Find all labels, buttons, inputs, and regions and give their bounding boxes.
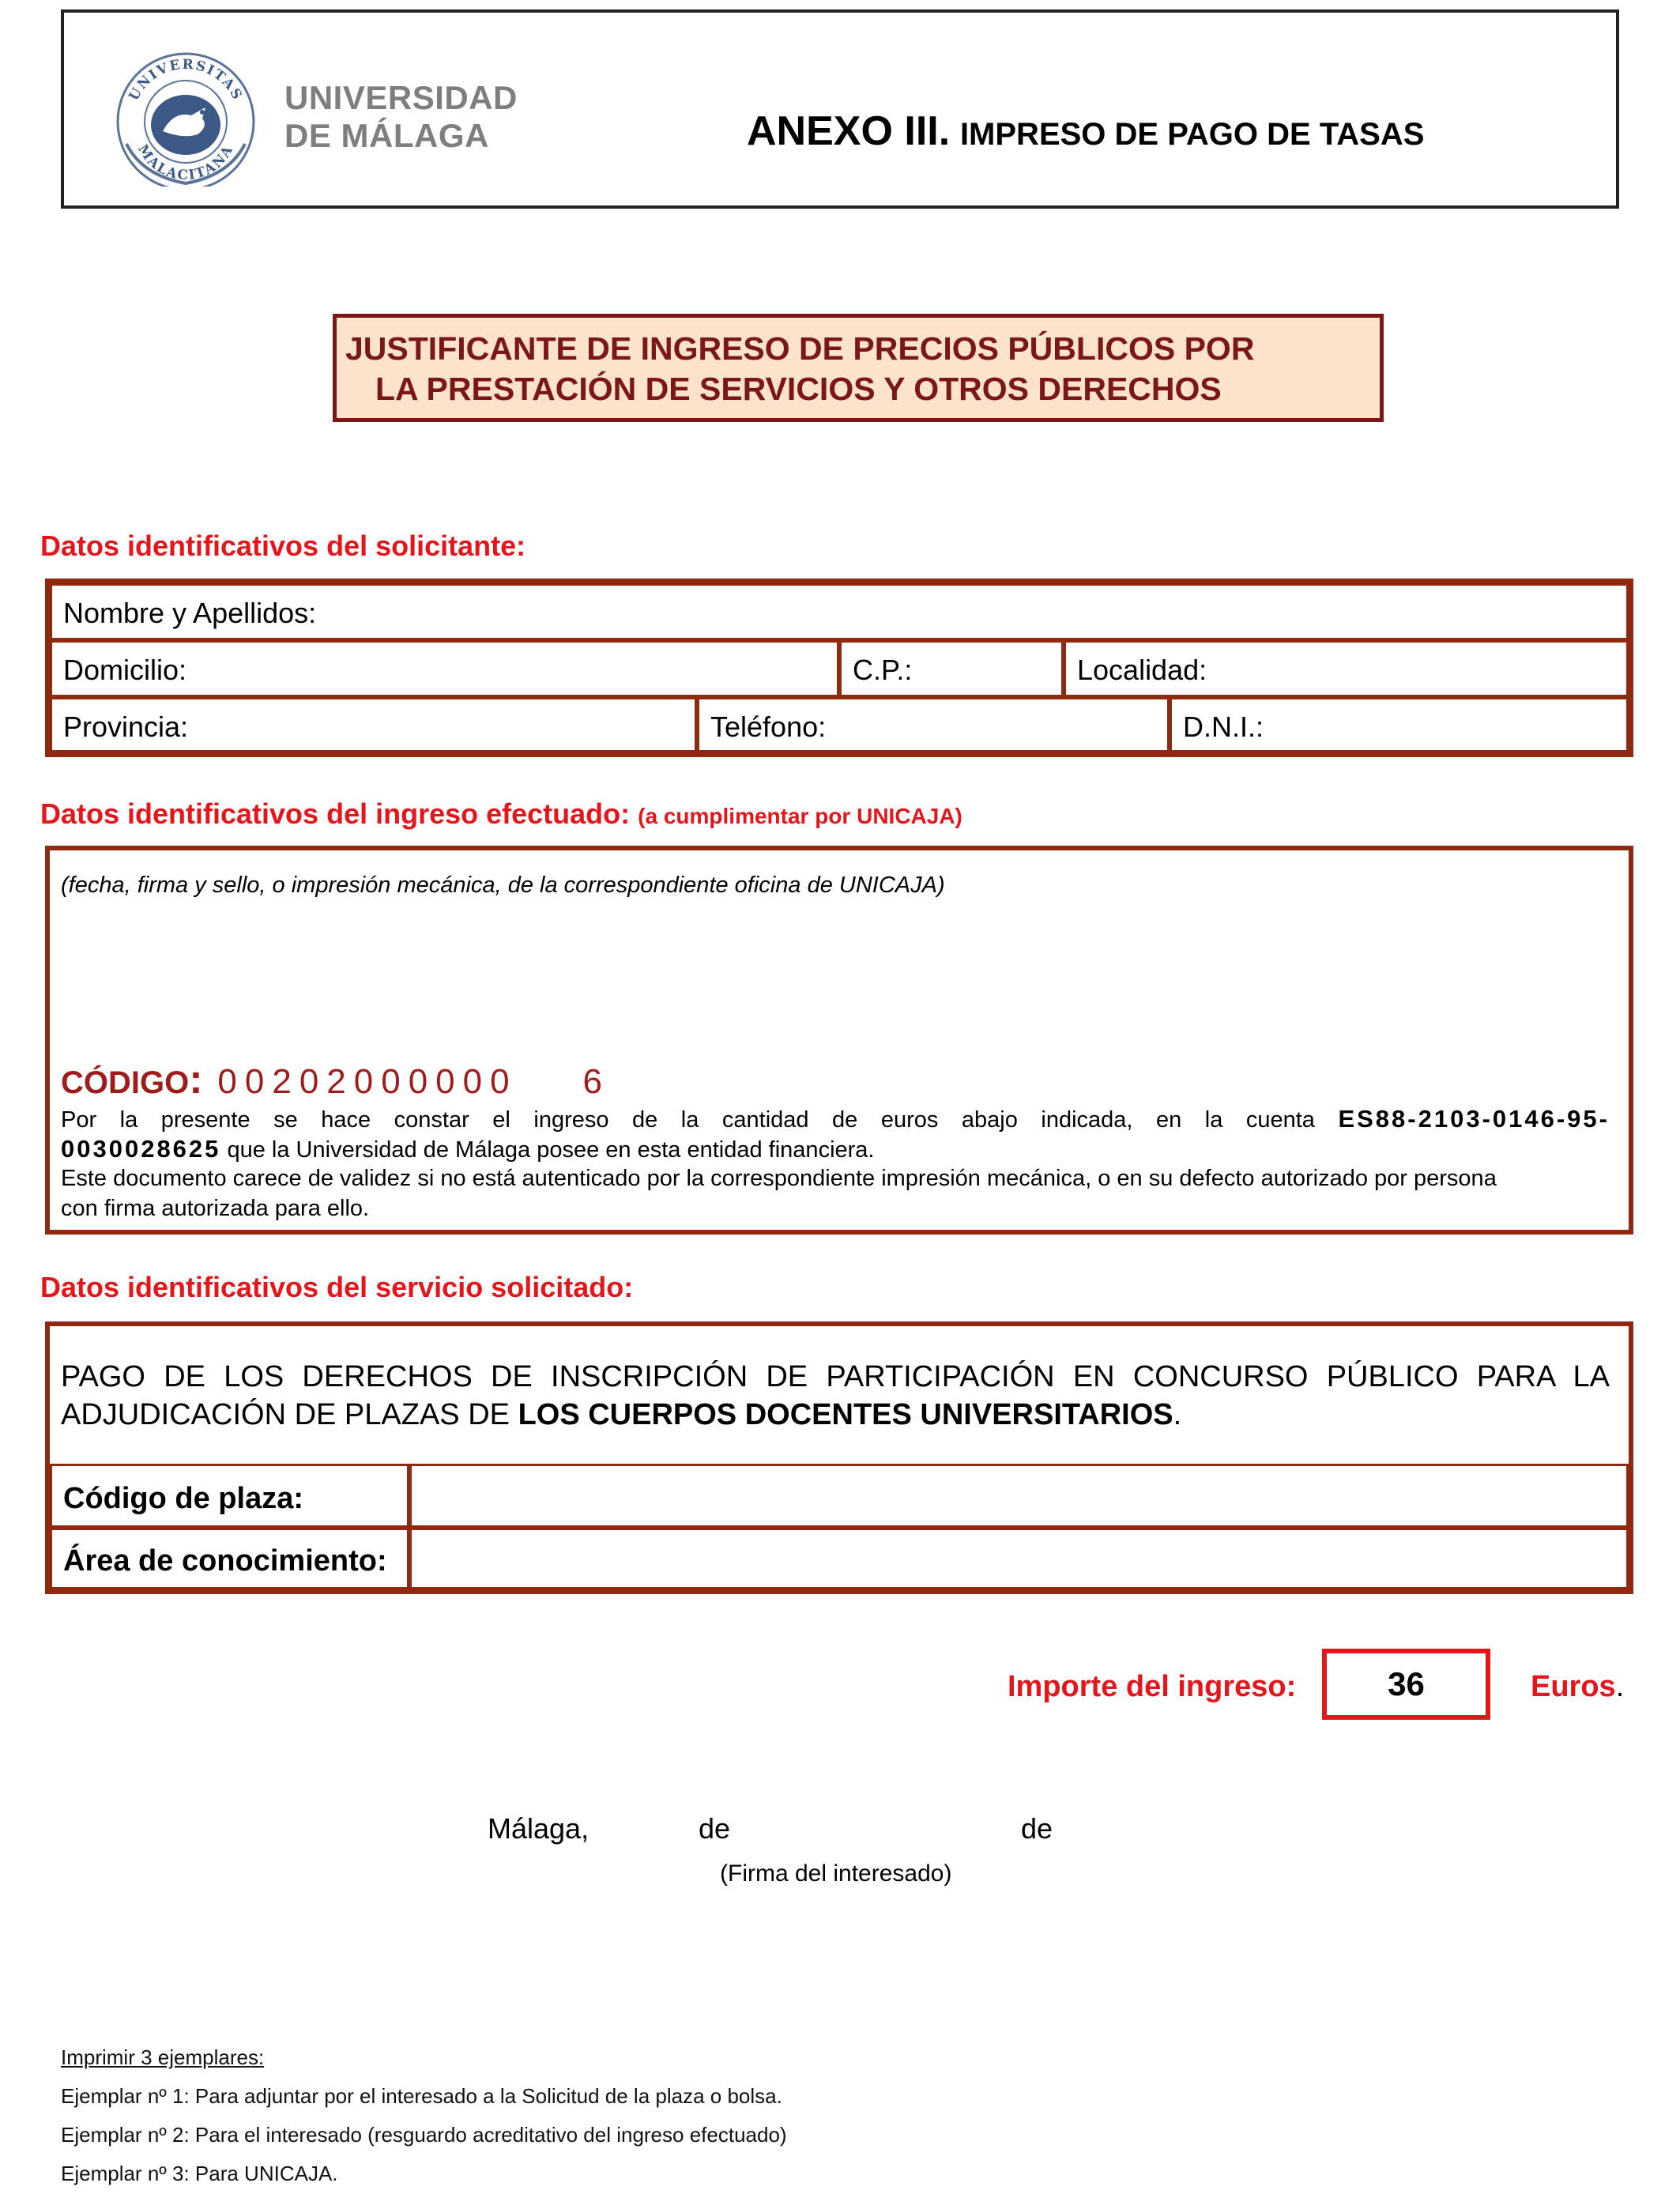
area-conocimiento-label: Área de conocimiento: bbox=[63, 1544, 387, 1578]
importe-currency bbox=[1531, 1670, 1624, 1704]
footer-line-2: Ejemplar nº 2: Para el interesado (resguardo acreditativo del ingreso efectuado) bbox=[61, 2123, 787, 2147]
service-section-heading: Datos identificativos del servicio solicitado: bbox=[40, 1271, 634, 1303]
signature-de-1: de bbox=[699, 1812, 731, 1845]
nombre-field[interactable] bbox=[50, 583, 1629, 640]
account-number-part2: 0030028625 bbox=[61, 1135, 221, 1163]
annex-title bbox=[747, 107, 1424, 155]
euros-label: Euros bbox=[1531, 1670, 1616, 1703]
area-conocimiento-input[interactable] bbox=[409, 1528, 1629, 1589]
annex-prefix: ANEXO III. bbox=[747, 108, 951, 154]
payment-section-heading bbox=[40, 797, 962, 831]
payment-heading-text: Datos identificativos del ingreso efectuado: bbox=[40, 797, 631, 830]
footer-title: Imprimir 3 ejemplares: bbox=[61, 2045, 265, 2069]
applicant-section-heading: Datos identificativos del solicitante: bbox=[40, 530, 526, 562]
signature-city: Málaga, bbox=[488, 1812, 590, 1845]
dni-label: D.N.I.: bbox=[1183, 711, 1264, 743]
firma-interesado: (Firma del interesado) bbox=[720, 1860, 952, 1887]
codigo-plaza-label-cell bbox=[50, 1464, 409, 1528]
area-label-cell bbox=[50, 1528, 409, 1589]
payment-paragraph-line2 bbox=[61, 1134, 874, 1165]
provincia-field[interactable] bbox=[50, 697, 697, 752]
justificante-title-line1: JUSTIFICANTE DE INGRESO DE PRECIOS PÚBLICOS POR bbox=[345, 330, 1255, 367]
payment-paragraph-text-b: que la Universidad de Málaga posee en esta entidad financiera. bbox=[227, 1137, 875, 1163]
localidad-field[interactable] bbox=[1064, 640, 1629, 697]
cp-field[interactable] bbox=[839, 640, 1064, 697]
telefono-field[interactable] bbox=[697, 697, 1170, 752]
svg-text:UNIVERSITAS: UNIVERSITAS bbox=[126, 56, 246, 104]
payment-paragraph-line1 bbox=[61, 1104, 1610, 1135]
footer-line-3: Ejemplar nº 3: Para UNICAJA. bbox=[61, 2162, 338, 2185]
codigo-check-digit: 6 bbox=[582, 1062, 602, 1101]
telefono-label: Teléfono: bbox=[710, 711, 827, 743]
codigo-row bbox=[61, 1056, 602, 1103]
codigo-plaza-input[interactable] bbox=[409, 1464, 1629, 1528]
justificante-title-line2: LA PRESTACIÓN DE SERVICIOS Y OTROS DERECHOS bbox=[375, 371, 1222, 407]
service-text-end: . bbox=[1173, 1398, 1182, 1431]
domicilio-field[interactable] bbox=[50, 640, 839, 697]
payment-heading-note: (a cumplimentar por UNICAJA) bbox=[638, 804, 962, 828]
university-name-line2: DE MÁLAGA bbox=[284, 117, 489, 154]
codigo-label: CÓDIGO bbox=[61, 1065, 190, 1100]
university-name bbox=[284, 79, 518, 155]
service-text-main: PAGO DE LOS DERECHOS DE INSCRIPCIÓN DE PARTICIPACIÓN EN CONCURSO PÚBLICO PARA LA ADJUDICACIÓN DE PLAZAS DE bbox=[61, 1360, 1610, 1431]
signature-de-2: de bbox=[1021, 1812, 1053, 1845]
codigo-plaza-label: Código de plaza: bbox=[63, 1482, 303, 1515]
service-text-bold: LOS CUERPOS DOCENTES UNIVERSITARIOS bbox=[518, 1398, 1173, 1431]
importe-box bbox=[1322, 1649, 1490, 1720]
account-number-part1: ES88-2103-0146-95- bbox=[1338, 1105, 1610, 1133]
annex-title-text: IMPRESO DE PAGO DE TASAS bbox=[959, 117, 1425, 152]
footer-line-1: Ejemplar nº 1: Para adjuntar por el interesado a la Solicitud de la plaza o bolsa. bbox=[61, 2084, 782, 2108]
validity-note-line2: con firma autorizada para ello. bbox=[61, 1196, 370, 1221]
codigo-colon: : bbox=[189, 1057, 203, 1103]
svg-text:MALACITANA: MALACITANA bbox=[134, 141, 237, 184]
university-name-line1: UNIVERSIDAD bbox=[284, 79, 518, 116]
validity-note-line1: Este documento carece de validez si no está autenticado por la correspondiente impresión mecánica, o en su defecto autorizado por persona bbox=[61, 1166, 1497, 1191]
localidad-label: Localidad: bbox=[1077, 654, 1207, 686]
euros-period: . bbox=[1615, 1670, 1625, 1703]
dni-field[interactable] bbox=[1170, 697, 1629, 752]
nombre-label: Nombre y Apellidos: bbox=[63, 597, 317, 629]
codigo-value: 00202000000 bbox=[217, 1062, 518, 1101]
importe-value: 36 bbox=[1388, 1665, 1425, 1702]
university-seal-logo bbox=[111, 49, 261, 187]
provincia-label: Provincia: bbox=[63, 711, 189, 743]
stamp-area-note: (fecha, firma y sello, o impresión mecánica, de la correspondiente oficina de UNICAJA) bbox=[61, 873, 945, 898]
payment-paragraph-text-a: Por la presente se hace constar el ingreso de la cantidad de euros abajo indicada, en la cuenta bbox=[61, 1107, 1315, 1133]
domicilio-label: Domicilio: bbox=[63, 654, 187, 686]
service-description bbox=[61, 1358, 1610, 1434]
cp-label: C.P.: bbox=[853, 654, 913, 686]
importe-label: Importe del ingreso: bbox=[1008, 1670, 1297, 1703]
